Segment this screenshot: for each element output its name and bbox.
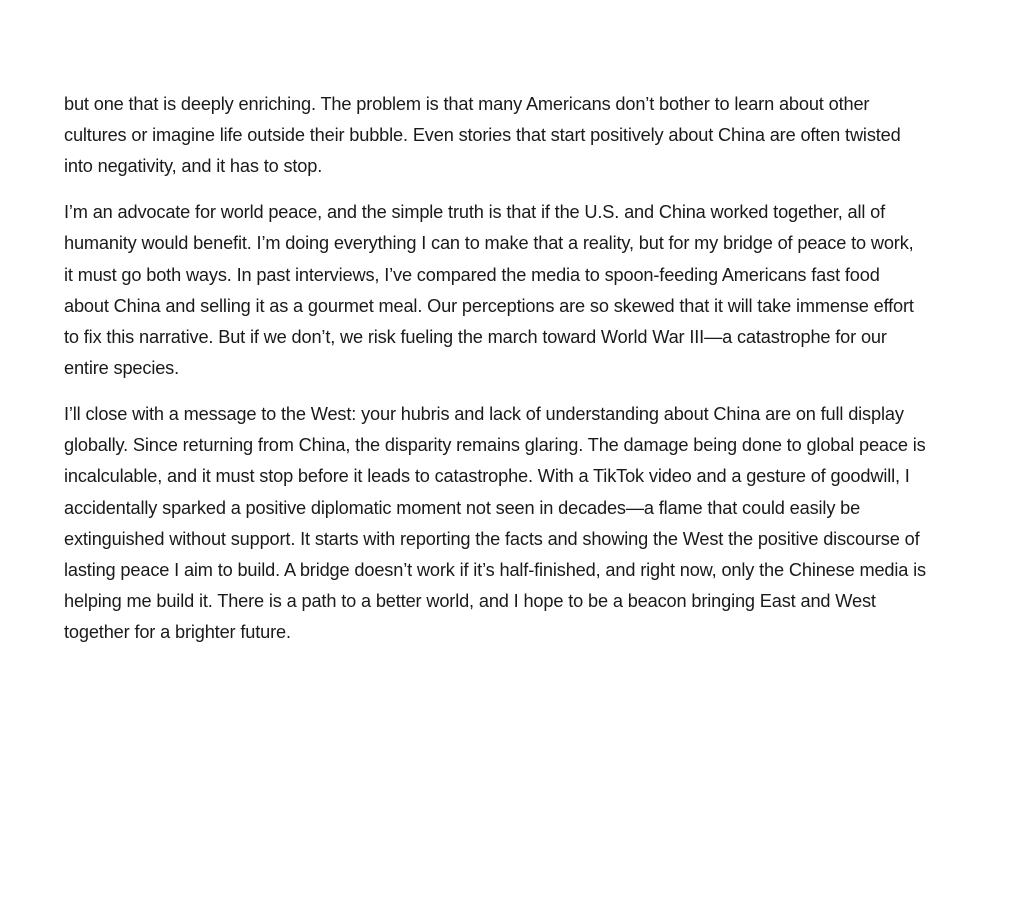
- paragraph-1: but one that is deeply enriching. The problem is that many Americans don’t bother to learn about other cultures or imagine life outside their bubble. Even stories that start positively about China are often twisted into negativity, and it has to stop.: [64, 94, 901, 177]
- paragraph-3: I’ll close with a message to the West: your hubris and lack of understanding about China are on full display globally. Since returning from China, the disparity remains glaring. The damage being done to global peace is incalculable, and it must stop before it leads to catastrophe. With a TikTok video and a gesture of goodwill, I accidentally sparked a positive diplomatic moment not seen in decades—a flame that could easily be extinguished without support. It starts with reporting the facts and showing the West the positive discourse of lasting peace I aim to build. A bridge doesn’t work if it’s half-finished, and right now, only the Chinese media is helping me build it. There is a path to a better world, and I hope to be a beacon bringing East and West together for a brighter future.: [64, 404, 926, 643]
- paragraph-2: I’m an advocate for world peace, and the simple truth is that if the U.S. and China worked together, all of humanity would benefit. I’m doing everything I can to make that a reality, but for my bridge of peace to work, it must go both ways. In past interviews, I’ve compared the media to spoon-feeding Americans fast food about China and selling it as a gourmet meal. Our perceptions are so skewed that it will take immense effort to fix this narrative. But if we don’t, we risk fueling the march toward World War III—a catastrophe for our entire species.: [64, 202, 914, 379]
- document-body: [64, 89, 926, 663]
